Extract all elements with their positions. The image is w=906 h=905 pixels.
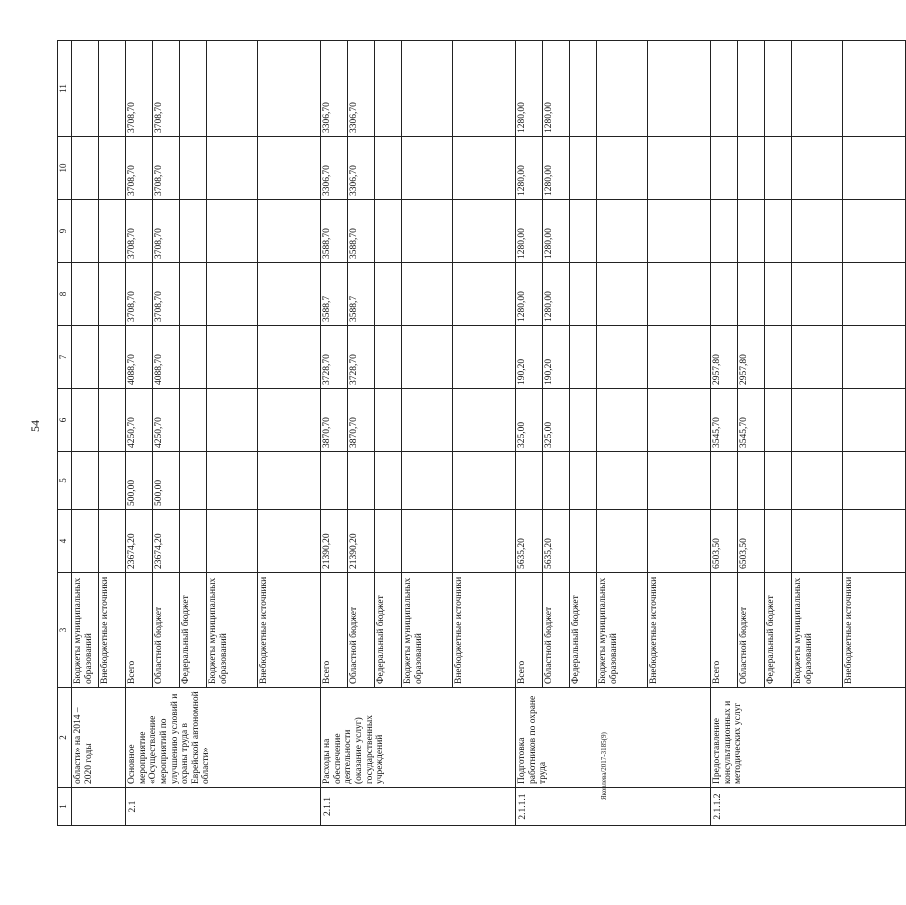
funding-value: 3708,70 — [152, 137, 179, 199]
funding-value: 3545,70 — [737, 389, 764, 451]
funding-value — [647, 389, 710, 451]
header-cell: 10 — [58, 137, 72, 200]
funding-source: Федеральный бюджет — [374, 573, 401, 687]
value-column — [321, 389, 516, 452]
funding-value — [569, 510, 596, 572]
funding-value: 3306,70 — [322, 102, 332, 133]
funding-value — [72, 452, 98, 509]
funding-value: 3708,70 — [127, 228, 137, 259]
funding-value — [321, 452, 347, 509]
funding-value: 1280,00 — [517, 228, 527, 259]
funding-source-column — [321, 573, 516, 688]
value-column — [516, 200, 711, 263]
funding-value: 190,20 — [517, 358, 527, 385]
header-row — [58, 41, 72, 826]
funding-value: 3588,7 — [322, 295, 332, 322]
funding-value — [842, 200, 905, 262]
funding-value: 6503,50 — [737, 510, 764, 572]
funding-value — [596, 137, 647, 199]
funding-value — [374, 510, 401, 572]
funding-value — [98, 510, 125, 572]
funding-value — [737, 137, 764, 199]
value-column — [72, 389, 126, 452]
funding-value — [596, 389, 647, 451]
funding-value — [374, 389, 401, 451]
funding-value — [764, 263, 791, 325]
funding-value — [764, 326, 791, 388]
measure-name: области» на 2014 – 2020 годы — [72, 688, 126, 788]
funding-value — [72, 389, 98, 451]
measure-row — [321, 41, 516, 826]
value-column — [516, 326, 711, 389]
header-cell: 9 — [58, 200, 72, 263]
funding-value — [374, 452, 401, 509]
value-column — [126, 200, 321, 263]
funding-value: 2957,80 — [737, 326, 764, 388]
funding-value — [179, 389, 206, 451]
funding-value — [179, 200, 206, 262]
funding-source: Областной бюджет — [152, 573, 179, 687]
value-column — [711, 137, 906, 200]
funding-value — [72, 41, 98, 136]
funding-value: 4088,70 — [127, 354, 137, 385]
funding-source: Бюджеты муниципальных образований — [596, 573, 647, 687]
funding-source: Бюджеты муниципальных образований — [206, 573, 257, 687]
funding-source: Всего — [127, 660, 137, 684]
funding-value: 500,00 — [152, 452, 179, 509]
funding-source: Внебюджетные источники — [647, 573, 710, 687]
funding-value: 23674,20 — [152, 510, 179, 572]
funding-value — [206, 263, 257, 325]
funding-value — [647, 452, 710, 509]
funding-value — [764, 389, 791, 451]
footer-doc-id: Яковлева/2017-3185(9) — [600, 732, 608, 800]
value-column — [711, 263, 906, 326]
funding-value — [596, 510, 647, 572]
header-cell: 6 — [58, 389, 72, 452]
value-column — [126, 263, 321, 326]
measure-name: Расходы на обеспечение деятельности (оказание услуг) государственных учреждений — [321, 688, 516, 788]
value-column — [126, 452, 321, 510]
funding-value — [401, 452, 452, 509]
funding-value — [842, 263, 905, 325]
value-column — [72, 137, 126, 200]
funding-value — [72, 137, 98, 199]
value-column — [126, 41, 321, 137]
funding-value: 4250,70 — [152, 389, 179, 451]
funding-source: Всего — [322, 660, 332, 684]
funding-value — [401, 41, 452, 136]
funding-value: 3588,70 — [347, 200, 374, 262]
funding-source: Областной бюджет — [347, 573, 374, 687]
funding-source: Областной бюджет — [737, 573, 764, 687]
funding-value — [374, 326, 401, 388]
funding-value — [647, 263, 710, 325]
funding-value: 3306,70 — [347, 137, 374, 199]
funding-value — [791, 452, 842, 509]
value-column — [516, 263, 711, 326]
value-column — [72, 41, 126, 137]
funding-value: 1280,00 — [517, 165, 527, 196]
funding-value: 3728,70 — [322, 354, 332, 385]
measure-code: 2.1.1.1 — [516, 788, 711, 826]
funding-value: 21390,20 — [322, 533, 332, 569]
funding-value: 3588,70 — [322, 228, 332, 259]
funding-value — [569, 452, 596, 509]
funding-value — [596, 452, 647, 509]
funding-source: Всего — [517, 660, 527, 684]
funding-value — [791, 41, 842, 136]
funding-value — [764, 41, 791, 136]
funding-value — [647, 41, 710, 136]
funding-value — [257, 41, 320, 136]
funding-value: 1280,00 — [542, 200, 569, 262]
funding-source: Бюджеты муниципальных образований — [401, 573, 452, 687]
funding-value: 23674,20 — [127, 533, 137, 569]
funding-value — [206, 510, 257, 572]
funding-value: 3708,70 — [152, 263, 179, 325]
funding-value — [711, 452, 737, 509]
funding-value — [569, 263, 596, 325]
funding-value — [737, 452, 764, 509]
funding-value — [737, 41, 764, 136]
funding-value — [98, 41, 125, 136]
funding-value: 3708,70 — [152, 41, 179, 136]
funding-value — [401, 137, 452, 199]
value-column — [321, 326, 516, 389]
funding-source-column — [72, 573, 126, 688]
funding-value — [374, 137, 401, 199]
value-column — [72, 452, 126, 510]
funding-value — [179, 510, 206, 572]
funding-value: 1280,00 — [517, 291, 527, 322]
funding-source: Внебюджетные источники — [257, 573, 320, 687]
funding-value: 1280,00 — [517, 102, 527, 133]
value-column — [711, 200, 906, 263]
funding-source: Федеральный бюджет — [764, 573, 791, 687]
value-column — [126, 137, 321, 200]
funding-source: Бюджеты муниципальных образований — [73, 577, 94, 684]
funding-value — [842, 41, 905, 136]
value-column — [72, 263, 126, 326]
funding-value — [452, 263, 515, 325]
value-column — [321, 200, 516, 263]
funding-value: 3870,70 — [347, 389, 374, 451]
funding-value — [596, 263, 647, 325]
value-column — [126, 510, 321, 573]
funding-value — [98, 200, 125, 262]
funding-value: 3588,7 — [347, 263, 374, 325]
funding-value — [647, 326, 710, 388]
funding-value — [791, 389, 842, 451]
funding-value — [764, 200, 791, 262]
funding-value — [647, 510, 710, 572]
measure-row — [516, 41, 711, 826]
value-column — [126, 389, 321, 452]
funding-value — [737, 263, 764, 325]
funding-value: 3545,70 — [712, 417, 722, 448]
value-column — [711, 389, 906, 452]
funding-value — [206, 200, 257, 262]
funding-value — [452, 326, 515, 388]
value-column — [711, 326, 906, 389]
funding-value — [569, 41, 596, 136]
funding-value — [569, 326, 596, 388]
funding-value — [72, 326, 98, 388]
funding-value — [72, 200, 98, 262]
funding-value: 500,00 — [127, 479, 137, 506]
funding-value: 3728,70 — [347, 326, 374, 388]
funding-value — [569, 389, 596, 451]
funding-value — [257, 200, 320, 262]
funding-value — [452, 200, 515, 262]
funding-value — [72, 263, 98, 325]
funding-value: 3306,70 — [322, 165, 332, 196]
funding-value — [842, 510, 905, 572]
funding-value — [842, 452, 905, 509]
funding-value — [647, 200, 710, 262]
funding-value: 1280,00 — [542, 41, 569, 136]
funding-value — [842, 326, 905, 388]
funding-value — [206, 452, 257, 509]
funding-value — [179, 263, 206, 325]
funding-source: Бюджеты муниципальных образований — [791, 573, 842, 687]
funding-value: 21390,20 — [347, 510, 374, 572]
funding-source-column — [516, 573, 711, 688]
measure-code: 2.1 — [126, 788, 321, 826]
value-column — [72, 200, 126, 263]
funding-value: 3708,70 — [127, 165, 137, 196]
header-cell: 11 — [58, 41, 72, 137]
funding-value — [257, 326, 320, 388]
funding-value — [401, 389, 452, 451]
funding-value: 325,00 — [517, 421, 527, 448]
funding-value — [98, 452, 125, 509]
funding-value: 3708,70 — [127, 102, 137, 133]
funding-source: Федеральный бюджет — [179, 573, 206, 687]
continuation-row — [72, 41, 126, 826]
value-column — [321, 510, 516, 573]
funding-value: 3708,70 — [127, 291, 137, 322]
funding-value — [98, 137, 125, 199]
funding-value: 5635,20 — [542, 510, 569, 572]
measure-code — [72, 788, 126, 826]
header-cell: 8 — [58, 263, 72, 326]
funding-value — [569, 200, 596, 262]
measure-code: 2.1.1.2 — [711, 788, 906, 826]
funding-source: Областной бюджет — [542, 573, 569, 687]
value-column — [516, 452, 711, 510]
funding-value — [569, 137, 596, 199]
funding-value: 325,00 — [542, 389, 569, 451]
value-column — [711, 41, 906, 137]
funding-value — [452, 389, 515, 451]
funding-value — [257, 389, 320, 451]
funding-value — [401, 200, 452, 262]
funding-value — [791, 326, 842, 388]
funding-value — [452, 41, 515, 136]
measure-code: 2.1.1 — [321, 788, 516, 826]
header-cell: 5 — [58, 452, 72, 510]
funding-source: Внебюджетные источники — [98, 573, 125, 687]
funding-value — [596, 41, 647, 136]
funding-source: Внебюджетные источники — [452, 573, 515, 687]
value-column — [321, 263, 516, 326]
funding-value — [647, 137, 710, 199]
funding-value — [452, 510, 515, 572]
funding-value: 5635,20 — [517, 538, 527, 569]
funding-value — [764, 137, 791, 199]
value-column — [72, 510, 126, 573]
measure-row — [126, 41, 321, 826]
funding-value — [842, 137, 905, 199]
page-number: 54 — [28, 420, 42, 432]
funding-value — [791, 200, 842, 262]
measure-row — [711, 41, 906, 826]
funding-value: 2957,80 — [712, 354, 722, 385]
value-column — [321, 452, 516, 510]
funding-value — [711, 41, 737, 136]
funding-value — [711, 137, 737, 199]
header-cell: 3 — [58, 573, 72, 688]
funding-value — [401, 510, 452, 572]
funding-value — [179, 41, 206, 136]
value-column — [711, 452, 906, 510]
value-column — [126, 326, 321, 389]
funding-value — [179, 137, 206, 199]
funding-value — [347, 452, 374, 509]
funding-source-column — [711, 573, 906, 688]
funding-value: 3870,70 — [322, 417, 332, 448]
funding-value — [206, 326, 257, 388]
funding-source-column — [126, 573, 321, 688]
header-cell: 2 — [58, 688, 72, 788]
funding-value — [179, 326, 206, 388]
funding-value — [516, 452, 542, 509]
measure-name: Подготовка работников по охране труда — [516, 688, 711, 788]
value-column — [516, 389, 711, 452]
funding-value — [401, 263, 452, 325]
value-column — [711, 510, 906, 573]
funding-value: 1280,00 — [542, 263, 569, 325]
funding-value — [542, 452, 569, 509]
funding-source: Федеральный бюджет — [569, 573, 596, 687]
value-column — [321, 41, 516, 137]
funding-value — [98, 263, 125, 325]
funding-value — [737, 200, 764, 262]
funding-value — [596, 326, 647, 388]
funding-value: 3708,70 — [152, 200, 179, 262]
funding-value: 4250,70 — [127, 417, 137, 448]
funding-value — [374, 200, 401, 262]
value-column — [516, 510, 711, 573]
funding-value — [98, 389, 125, 451]
funding-value — [791, 510, 842, 572]
funding-value — [257, 263, 320, 325]
funding-value — [764, 510, 791, 572]
funding-value — [257, 452, 320, 509]
header-cell: 1 — [58, 788, 72, 826]
funding-source: Внебюджетные источники — [842, 573, 905, 687]
funding-value — [596, 200, 647, 262]
budget-table — [57, 40, 906, 826]
table-body — [72, 41, 906, 826]
measure-name: Предоставление консультационных и методических услуг — [711, 688, 906, 788]
funding-value — [179, 452, 206, 509]
funding-value — [791, 137, 842, 199]
funding-value — [842, 389, 905, 451]
funding-value — [791, 263, 842, 325]
funding-value — [206, 137, 257, 199]
funding-value: 6503,50 — [712, 538, 722, 569]
funding-value — [711, 200, 737, 262]
funding-value — [374, 41, 401, 136]
funding-value: 1280,00 — [542, 137, 569, 199]
measure-name: Основное мероприятие «Осуществление мероприятий по улучшению условий и охраны труда в Еврейской автономной области» — [126, 688, 321, 788]
funding-value — [452, 452, 515, 509]
funding-value — [206, 389, 257, 451]
funding-value: 190,20 — [542, 326, 569, 388]
funding-value: 4088,70 — [152, 326, 179, 388]
funding-value — [257, 137, 320, 199]
funding-source: Всего — [712, 660, 722, 684]
funding-value — [206, 41, 257, 136]
funding-value — [711, 263, 737, 325]
value-column — [72, 326, 126, 389]
header-cell: 7 — [58, 326, 72, 389]
value-column — [516, 41, 711, 137]
funding-value — [98, 326, 125, 388]
header-cell: 4 — [58, 510, 72, 573]
funding-value — [257, 510, 320, 572]
funding-value — [401, 326, 452, 388]
value-column — [516, 137, 711, 200]
funding-value — [764, 452, 791, 509]
funding-value — [374, 263, 401, 325]
funding-value — [72, 510, 98, 572]
funding-value — [452, 137, 515, 199]
value-column — [321, 137, 516, 200]
funding-value: 3306,70 — [347, 41, 374, 136]
